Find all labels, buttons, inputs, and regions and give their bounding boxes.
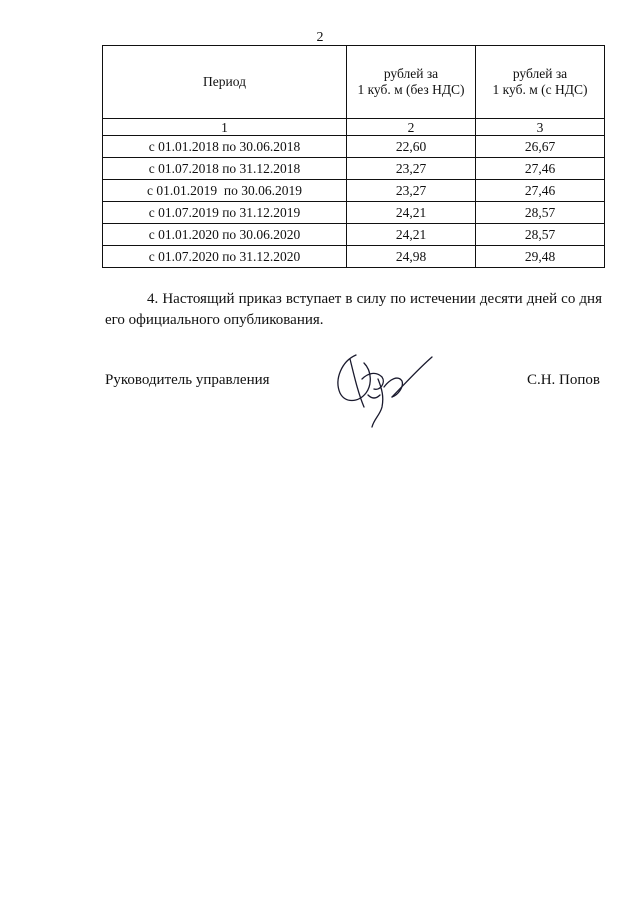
price-with-vat-cell: 28,57 <box>476 224 605 246</box>
table-row <box>103 202 605 224</box>
period-cell: с 01.07.2019 по 31.12.2019 <box>103 202 347 224</box>
period-cell: с 01.01.2019 по 30.06.2019 <box>103 180 347 202</box>
signer-position: Руководитель управления <box>105 372 270 388</box>
period-cell: с 01.07.2020 по 31.12.2020 <box>103 246 347 268</box>
effective-date-paragraph: 4. Настоящий приказ вступает в силу по истечении десяти дней со дня его официального опубликования. <box>105 291 602 328</box>
column-number: 1 <box>103 119 347 136</box>
price-with-vat-cell: 27,46 <box>476 180 605 202</box>
period-cell: с 01.07.2018 по 31.12.2018 <box>103 158 347 180</box>
price-without-vat-cell: 24,98 <box>347 246 476 268</box>
column-number: 3 <box>476 119 605 136</box>
table-header-row <box>103 46 605 119</box>
price-without-vat-cell: 24,21 <box>347 202 476 224</box>
handwritten-signature <box>328 345 436 433</box>
price-with-vat-cell: 29,48 <box>476 246 605 268</box>
price-with-vat-cell: 27,46 <box>476 158 605 180</box>
header-price-without-vat: рублей за 1 куб. м (без НДС) <box>347 46 476 119</box>
price-with-vat-cell: 26,67 <box>476 136 605 158</box>
table-row <box>103 224 605 246</box>
signer-name: С.Н. Попов <box>526 372 600 388</box>
column-number-row <box>103 119 605 136</box>
table-row <box>103 180 605 202</box>
header-price-with-vat: рублей за 1 куб. м (с НДС) <box>476 46 605 119</box>
table-row <box>103 158 605 180</box>
price-without-vat-cell: 22,60 <box>347 136 476 158</box>
period-cell: с 01.01.2018 по 30.06.2018 <box>103 136 347 158</box>
table-row <box>103 246 605 268</box>
price-with-vat-cell: 28,57 <box>476 202 605 224</box>
tariff-table <box>102 45 605 268</box>
page-number: 2 <box>316 30 324 45</box>
period-cell: с 01.01.2020 по 30.06.2020 <box>103 224 347 246</box>
price-without-vat-cell: 24,21 <box>347 224 476 246</box>
header-period: Период <box>103 46 347 119</box>
price-without-vat-cell: 23,27 <box>347 180 476 202</box>
price-without-vat-cell: 23,27 <box>347 158 476 180</box>
column-number: 2 <box>347 119 476 136</box>
table-row <box>103 136 605 158</box>
